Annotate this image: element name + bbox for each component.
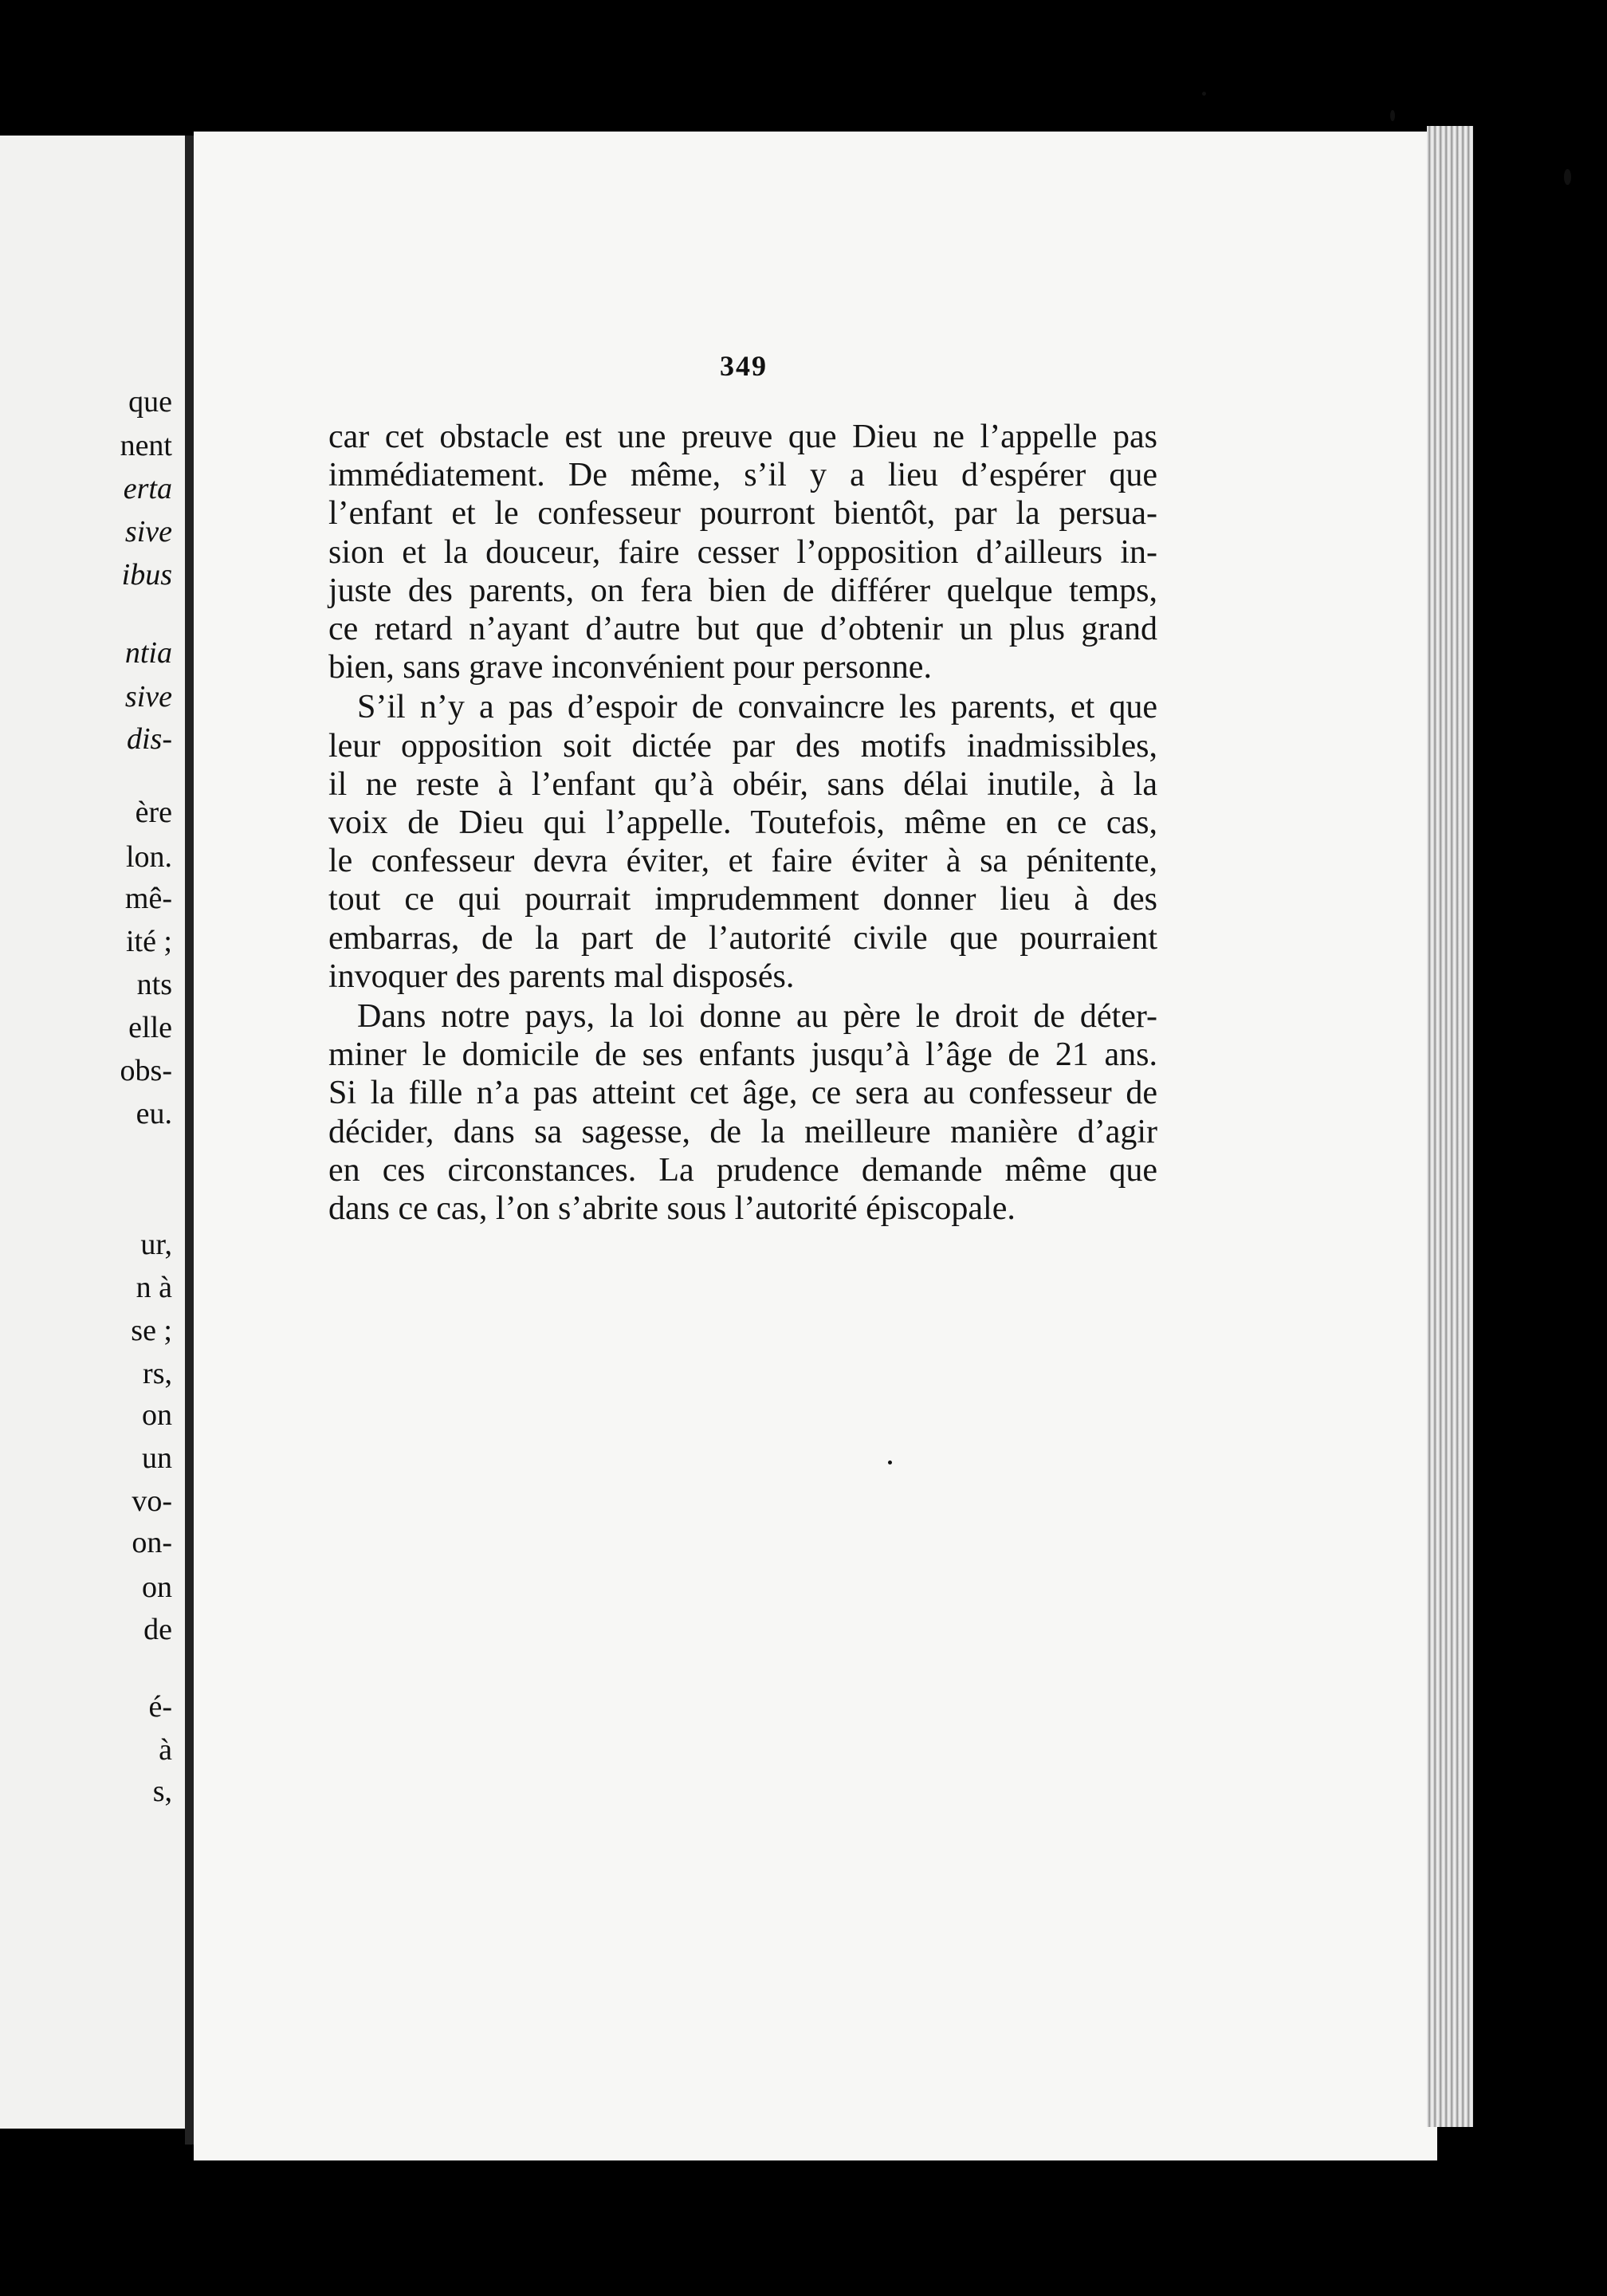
left-page-line: un [142, 1441, 172, 1475]
text-line: tout ce qui pourrait imprudemment donner lieu à des [328, 881, 1157, 918]
text-line: S’il n’y a pas d’espoir de convaincre les parents, et que [357, 689, 1157, 726]
left-page-line: nts [136, 968, 172, 1001]
left-page-line: de [143, 1613, 172, 1646]
left-page-line: ur, [140, 1228, 172, 1261]
text-line: miner le domicile de ses enfants jusqu’à l’âge de 21 ans. [328, 1036, 1157, 1074]
left-page-line: sive [124, 515, 172, 548]
text-line: voix de Dieu qui l’appelle. Toutefois, même en ce cas, [328, 804, 1157, 842]
text-line: Dans notre pays, la loi donne au père le droit de déter- [357, 998, 1157, 1036]
text-line: bien, sans grave inconvénient pour personne. [328, 649, 932, 686]
text-line: invoquer des parents mal disposés. [328, 957, 795, 995]
text-line: en ces circonstances. La prudence demande même que [328, 1151, 1157, 1189]
text-line: leur opposition soit dictée par des motifs inadmissibles, [328, 727, 1157, 765]
left-page-line: dis- [127, 722, 172, 756]
left-page-line: mê- [124, 882, 172, 915]
text-line: sion et la douceur, faire cesser l’opposition d’ailleurs in- [328, 533, 1157, 571]
body-text [328, 418, 1157, 1229]
left-page-line: on [142, 1571, 172, 1604]
dust-speck [1202, 92, 1206, 96]
text-line: décider, dans sa sagesse, de la meilleure manière d’agir [328, 1113, 1157, 1150]
page-number: 349 [720, 350, 768, 382]
left-page-line: on- [132, 1526, 172, 1559]
text-line: il ne reste à l’enfant qu’à obéir, sans délai inutile, à la [328, 765, 1157, 803]
page-stack-edge [1427, 126, 1473, 2127]
dust-speck [1390, 110, 1395, 121]
left-page-line: obs- [120, 1054, 172, 1087]
left-page-line: elle [128, 1011, 172, 1044]
left-page-line: à [159, 1733, 172, 1767]
paragraph [328, 418, 1157, 686]
left-page-line: n à [136, 1271, 172, 1304]
left-page-line: é- [148, 1690, 172, 1724]
dust-speck [1564, 169, 1571, 185]
text-line: dans ce cas, l’on s’abrite sous l’autorité épiscopale. [328, 1190, 1016, 1228]
previous-page-fragment [0, 136, 190, 2129]
text-line: l’enfant et le confesseur pourront bientôt, par la persua- [328, 495, 1157, 533]
left-page-line: se ; [131, 1314, 172, 1347]
text-line: car cet obstacle est une preuve que Dieu ne l’appelle pas [328, 419, 1157, 455]
left-page-line: lon. [125, 840, 172, 874]
text-line: embarras, de la part de l’autorité civile que pourraient [328, 919, 1157, 957]
left-page-line: sive [124, 680, 172, 714]
left-page-line: ibus [121, 558, 172, 592]
left-page-line: erta [123, 472, 172, 505]
left-page-line: ère [135, 796, 172, 829]
left-page-line: on [142, 1398, 172, 1432]
left-page-line: que [128, 385, 172, 419]
text-line: ce retard n’ayant d’autre but que d’obtenir un plus grand [328, 611, 1157, 648]
paragraph [328, 997, 1157, 1228]
left-page-line: s, [152, 1775, 172, 1808]
left-page-line: ité ; [125, 925, 172, 958]
left-page-line: eu. [136, 1097, 172, 1130]
paragraph [328, 688, 1157, 996]
text-line: immédiatement. De même, s’il y a lieu d’espérer que [328, 457, 1157, 494]
left-page-line: rs, [143, 1357, 172, 1390]
left-page-line: ntia [124, 636, 172, 670]
text-line: juste des parents, on fera bien de différer quelque temps, [328, 572, 1157, 609]
text-line: le confesseur devra éviter, et faire éviter à sa pénitente, [328, 843, 1157, 880]
text-line: Si la fille n’a pas atteint cet âge, ce sera au confesseur de [328, 1075, 1157, 1112]
dust-speck [888, 1461, 892, 1464]
left-page-line: vo- [132, 1484, 172, 1518]
left-page-line: nent [120, 429, 172, 462]
